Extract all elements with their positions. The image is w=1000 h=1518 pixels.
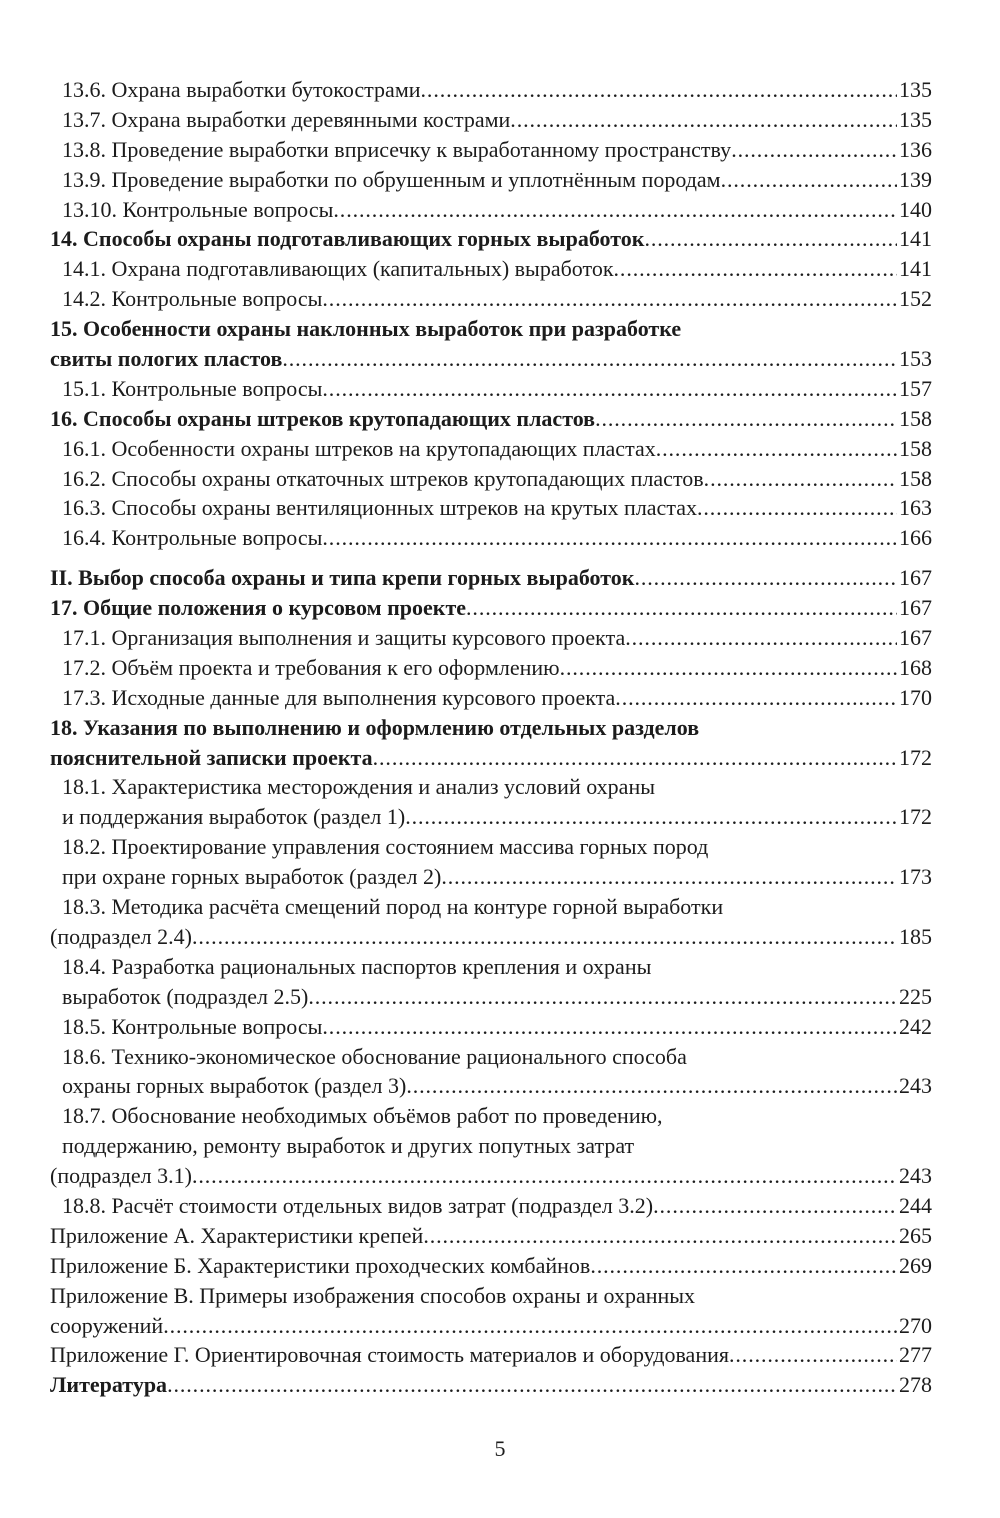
toc-entry (50, 892, 932, 952)
toc-line (50, 1101, 932, 1131)
dot-leader (595, 404, 897, 434)
toc-entry (50, 165, 932, 195)
toc-line (50, 284, 932, 314)
toc-entry-title: (подраздел 2.4) (50, 923, 192, 949)
dot-leader (466, 593, 897, 623)
toc-entry (50, 434, 932, 464)
toc-line (50, 982, 932, 1012)
toc-entry (50, 314, 932, 374)
dot-leader (614, 254, 897, 284)
toc-page-number: 185 (899, 923, 932, 949)
toc-entry-title: 16.2. Способы охраны откаточных штреков крутопадающих пластов (62, 465, 704, 491)
toc-entry-title: 18. Указания по выполнению и оформлению отдельных разделов (50, 714, 700, 740)
dot-leader (421, 75, 897, 105)
toc-entry-title: 17. Общие положения о курсовом проекте (50, 595, 467, 621)
toc-entry-title: 18.2. Проектирование управления состоянием массива горных пород (62, 834, 709, 860)
toc-entry-title: II. Выбор способа охраны и типа крепи горных выработок (50, 565, 635, 591)
toc-line (50, 653, 932, 683)
toc-page-number: 225 (899, 983, 932, 1009)
toc-entry-title: 15.1. Контрольные вопросы (62, 375, 323, 401)
toc-line (50, 75, 932, 105)
toc-line (50, 713, 932, 743)
toc-line (50, 1131, 932, 1161)
toc-entry (50, 105, 932, 135)
toc-entry-title: 16.4. Контрольные вопросы (62, 525, 323, 551)
toc-line (50, 802, 932, 832)
toc-page-number: 243 (899, 1073, 932, 1099)
toc-entry (50, 832, 932, 892)
toc-page-number: 135 (899, 77, 932, 102)
toc-entry-title: 18.7. Обоснование необходимых объёмов работ по проведению, (62, 1103, 663, 1129)
toc-page-number: 141 (899, 256, 932, 282)
toc-page-number: 139 (899, 166, 932, 192)
dot-leader (308, 982, 897, 1012)
toc-entry-title: 13.8. Проведение выработки вприсечку к выработанному пространству (62, 136, 732, 162)
toc-line (50, 195, 932, 225)
dot-leader (653, 1191, 897, 1221)
dot-leader (163, 1311, 897, 1341)
toc-line (50, 135, 932, 165)
toc-entry-title: 18.1. Характеристика месторождения и анализ условий охраны (62, 774, 656, 800)
toc-line (50, 1370, 932, 1400)
toc-page-number: 242 (899, 1013, 932, 1039)
toc-entry-title: Приложение А. Характеристики крепей (50, 1222, 424, 1248)
toc-entry (50, 493, 932, 523)
toc-entry-title: Приложение Г. Ориентировочная стоимость материалов и оборудования (50, 1342, 729, 1368)
toc-page-number: 168 (899, 654, 932, 680)
toc-entry (50, 195, 932, 225)
dot-leader (322, 374, 897, 404)
toc-entry-title: сооружений (50, 1312, 164, 1338)
toc-entry-title: 18.6. Технико-экономическое обоснование рационального способа (62, 1043, 687, 1069)
toc-entry-title: и поддержания выработок (раздел 1) (62, 804, 406, 830)
toc-page-number: 172 (899, 744, 932, 770)
toc-page-number: 172 (899, 804, 932, 830)
toc-entry-title: 18.8. Расчёт стоимости отдельных видов затрат (подраздел 3.2) (62, 1192, 654, 1218)
toc-entry (50, 523, 932, 553)
toc-entry-title: Приложение Б. Характеристики проходческих комбайнов (50, 1252, 591, 1278)
toc-page-number: 141 (899, 226, 932, 252)
toc-entry (50, 1042, 932, 1102)
dot-leader (423, 1221, 897, 1251)
toc-line (50, 1042, 932, 1072)
toc-entry-title: 18.3. Методика расчёта смещений пород на контуре горной выработки (62, 894, 724, 920)
toc-entry-title: (подраздел 3.1) (50, 1163, 192, 1189)
toc-line (50, 1012, 932, 1042)
toc-entry-title: 13.9. Проведение выработки по обрушенным и уплотнённым породам (62, 166, 721, 192)
toc-line (50, 254, 932, 284)
toc-entry-title: 13.10. Контрольные вопросы (62, 196, 334, 222)
toc-entry-title: 17.2. Объём проекта и требования к его оформлению (62, 654, 560, 680)
table-of-contents (50, 75, 932, 1400)
toc-entry-title: 18.4. Разработка рациональных паспортов крепления и охраны (62, 953, 652, 979)
toc-entry-title: выработок (подраздел 2.5) (62, 983, 309, 1009)
toc-entry-title: 17.1. Организация выполнения и защиты курсового проекта (62, 625, 626, 651)
toc-line (50, 1221, 932, 1251)
toc-line (50, 493, 932, 523)
dot-leader (731, 135, 897, 165)
toc-page-number: 170 (899, 684, 932, 710)
toc-page-number: 166 (899, 525, 932, 551)
toc-entry-title: 13.6. Охрана выработки бутокострами (62, 77, 421, 102)
dot-leader (333, 195, 897, 225)
toc-line (50, 374, 932, 404)
toc-line (50, 1191, 932, 1221)
toc-page-number: 265 (899, 1222, 932, 1248)
toc-line (50, 464, 932, 494)
toc-entry-title: 15. Особенности охраны наклонных выработок при разработке (50, 316, 682, 342)
toc-line (50, 1340, 932, 1370)
toc-page-number: 173 (899, 864, 932, 890)
toc-page-number: 269 (899, 1252, 932, 1278)
toc-line (50, 434, 932, 464)
toc-entry (50, 464, 932, 494)
toc-entry-title: 14.1. Охрана подготавливающих (капитальных) выработок (62, 256, 614, 282)
toc-page-number: 270 (899, 1312, 932, 1338)
dot-leader (625, 623, 897, 653)
toc-entry-title: 14. Способы охраны подготавливающих горных выработок (50, 226, 645, 252)
toc-entry-title: 18.5. Контрольные вопросы (62, 1013, 323, 1039)
toc-entry (50, 1251, 932, 1281)
toc-entry-title: охраны горных выработок (раздел 3) (62, 1073, 407, 1099)
toc-line (50, 523, 932, 553)
toc-line (50, 1311, 932, 1341)
toc-line (50, 1281, 932, 1311)
toc-entry (50, 374, 932, 404)
toc-line (50, 344, 932, 374)
page-number: 5 (494, 1436, 506, 1461)
dot-leader (192, 1161, 897, 1191)
dot-leader (656, 434, 897, 464)
dot-leader (560, 653, 897, 683)
dot-leader (322, 284, 897, 314)
toc-line (50, 1161, 932, 1191)
toc-entry (50, 772, 932, 832)
toc-page-number: 158 (899, 465, 932, 491)
toc-entry-title: 16. Способы охраны штреков крутопадающих пластов (50, 405, 596, 431)
dot-leader (721, 165, 897, 195)
toc-line (50, 404, 932, 434)
toc-entry-title: 13.7. Охрана выработки деревянными кострами (62, 106, 511, 132)
dot-leader (167, 1370, 897, 1400)
toc-page-number: 136 (899, 136, 932, 162)
toc-line (50, 593, 932, 623)
toc-entry-title: Литература (50, 1372, 168, 1398)
toc-page-number: 158 (899, 405, 932, 431)
toc-entry (50, 1191, 932, 1221)
toc-entry (50, 593, 932, 623)
toc-page-number: 163 (899, 495, 932, 521)
toc-entry (50, 952, 932, 1012)
toc-page-number: 243 (899, 1163, 932, 1189)
toc-page-number: 135 (899, 106, 932, 132)
toc-page-number: 158 (899, 435, 932, 461)
toc-line (50, 892, 932, 922)
dot-leader (510, 105, 897, 135)
toc-entry-title: 16.3. Способы охраны вентиляционных штреков на крутых пластах (62, 495, 697, 521)
toc-line (50, 314, 932, 344)
dot-leader (441, 862, 897, 892)
toc-line (50, 832, 932, 862)
toc-entry (50, 713, 932, 773)
toc-page-number: 167 (899, 595, 932, 621)
toc-entry (50, 404, 932, 434)
dot-leader (704, 464, 897, 494)
toc-entry-title: свиты пологих пластов (50, 346, 283, 372)
dot-leader (322, 523, 897, 553)
toc-entry (50, 254, 932, 284)
toc-entry (50, 135, 932, 165)
toc-entry-title: 14.2. Контрольные вопросы (62, 286, 323, 312)
toc-page-number: 140 (899, 196, 932, 222)
toc-page-number: 278 (899, 1372, 932, 1398)
toc-entry (50, 1221, 932, 1251)
toc-entry (50, 1012, 932, 1042)
toc-line (50, 224, 932, 254)
toc-page-number: 167 (899, 625, 932, 651)
toc-entry (50, 683, 932, 713)
toc-line (50, 862, 932, 892)
toc-line (50, 1071, 932, 1101)
toc-entry (50, 1281, 932, 1341)
toc-page-number: 277 (899, 1342, 932, 1368)
toc-line (50, 105, 932, 135)
dot-leader (373, 743, 897, 773)
toc-entry (50, 653, 932, 683)
dot-leader (590, 1251, 897, 1281)
dot-leader (322, 1012, 897, 1042)
toc-page-number: 167 (899, 565, 932, 591)
toc-entry (50, 623, 932, 653)
dot-leader (406, 1071, 897, 1101)
dot-leader (729, 1340, 897, 1370)
toc-line (50, 563, 932, 593)
toc-page-number: 244 (899, 1192, 932, 1218)
dot-leader (405, 802, 897, 832)
toc-entry-title: пояснительной записки проекта (50, 744, 373, 770)
toc-entry-title: при охране горных выработок (раздел 2) (62, 864, 442, 890)
toc-entry (50, 1340, 932, 1370)
toc-line (50, 922, 932, 952)
toc-line (50, 772, 932, 802)
toc-entry (50, 224, 932, 254)
dot-leader (644, 224, 897, 254)
dot-leader (697, 493, 897, 523)
dot-leader (282, 344, 897, 374)
toc-entry (50, 1370, 932, 1400)
toc-entry (50, 1101, 932, 1191)
toc-line (50, 165, 932, 195)
toc-page-number: 152 (899, 286, 932, 312)
dot-leader (615, 683, 897, 713)
toc-line (50, 1251, 932, 1281)
toc-line (50, 623, 932, 653)
toc-entry-title: Приложение В. Примеры изображения способов охраны и охранных (50, 1282, 696, 1308)
dot-leader (192, 922, 897, 952)
toc-page-number: 157 (899, 375, 932, 401)
dot-leader (634, 563, 897, 593)
toc-entry (50, 284, 932, 314)
toc-line (50, 952, 932, 982)
toc-page-number: 153 (899, 346, 932, 372)
toc-entry (50, 75, 932, 105)
toc-line (50, 743, 932, 773)
toc-entry (50, 563, 932, 593)
toc-entry-title: 16.1. Особенности охраны штреков на крутопадающих пластах (62, 435, 656, 461)
toc-entry-title: 17.3. Исходные данные для выполнения курсового проекта (62, 684, 616, 710)
toc-line (50, 683, 932, 713)
toc-entry-title: поддержанию, ремонту выработок и других попутных затрат (62, 1133, 635, 1159)
